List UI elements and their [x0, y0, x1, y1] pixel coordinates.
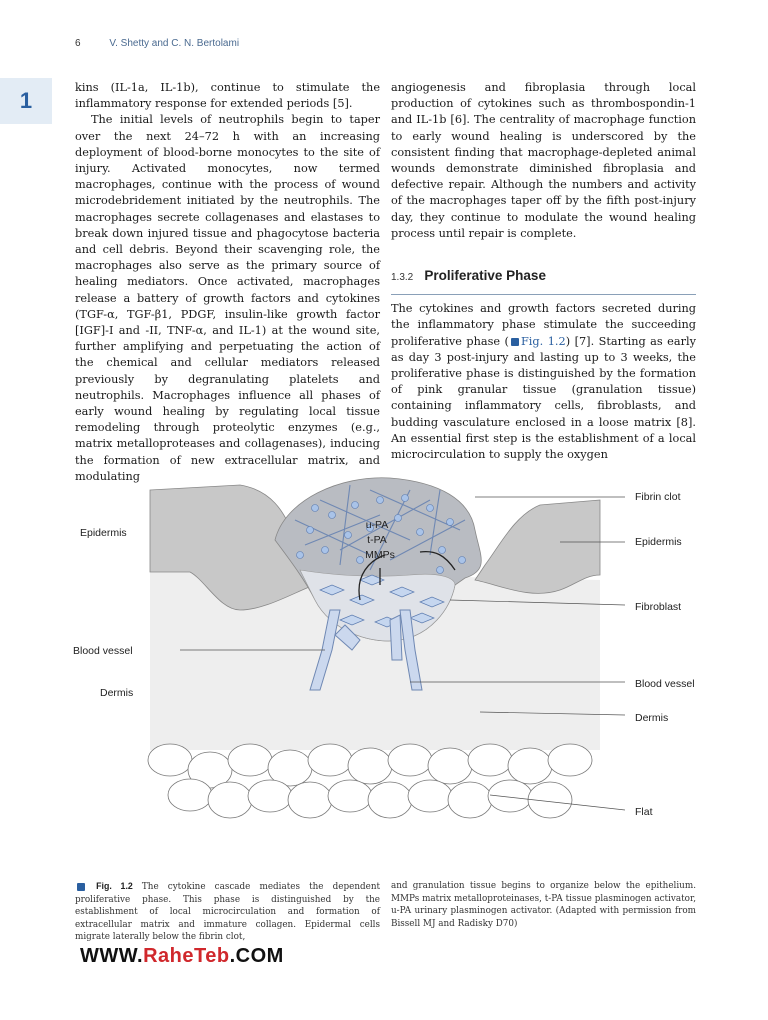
label-epidermis-right: Epidermis — [635, 536, 682, 548]
right-column — [391, 80, 696, 463]
section-number: 1.3.2 — [391, 272, 414, 284]
figure-link[interactable]: Fig. 1.2 — [520, 334, 566, 348]
watermark-name: RaheTeb — [143, 945, 230, 967]
caption-label: Fig. 1.2 — [96, 881, 133, 891]
chapter-number: 1 — [19, 88, 33, 113]
section-heading — [391, 268, 696, 295]
label-fat: Flat — [635, 806, 653, 818]
right-paragraph-2-end: ) [7]. Starting as early as day 3 post-injury and lasting up to 3 weeks, the proliferative phase is distinguished by the formation of pink granular tissue (granulation tissue) containing inflammatory cells, fibroblasts, and budding vasculature enclosed in a loose matrix [8]. An essential first step is the establishment of a local microcirculation to supply the oxygen — [391, 334, 696, 462]
label-tpa: t-PA — [367, 534, 387, 546]
fat-layer — [148, 744, 592, 818]
left-paragraph-1: kins (IL-1a, IL-1b), continue to stimulate the inflammatory response for extended periods [5]. — [75, 81, 380, 111]
right-paragraph-2-start: The cytokines and growth factors secreted during the inflammatory phase stimulate the succeeding proliferative phase ( — [391, 302, 696, 348]
running-header — [75, 38, 239, 49]
figure-link-icon — [511, 338, 519, 346]
caption-text-right: and granulation tissue begins to organize below the epithelium. MMPs matrix metalloproteinases, t-PA tissue plasminogen activator, u-PA urinary plasminogen activator. (Adapted with permission from Bissell MJ and Radisky D70) — [391, 881, 696, 929]
label-blood-vessel-right: Blood vessel — [635, 678, 695, 690]
page-number: 6 — [75, 38, 81, 49]
label-epidermis-left: Epidermis — [80, 527, 127, 539]
caption-icon — [77, 883, 85, 891]
left-paragraph-2: The initial levels of neutrophils begin to taper over the next 24–72 h with an increasing deployment of blood-borne monocytes to the site of injury. Activated monocytes, now termed macrophages, continue with the process of wound microdebridement initiated by the neutrophils. The macrophages secrete collagenases and elastases to break down injured tissue and phagocytose bacteria and cell debris. Beyond their scavenging role, the macrophages also serve as the primary source of healing mediators. Once activated, macrophages release a battery of growth factors and cytokines (TGF-α, TGF-β1, PDGF, insulin-like growth factor [IGF]-I and -II, TNF-α, and IL-1) at the wound site, further amplifying and perpetuating the action of the chemical and cellular mediators released previously by degranulating platelets and neutrophils. Macrophages influence all phases of early wound healing by regulating local tissue remodeling through proteolytic enzymes (e.g., matrix metalloproteases and collagenases), inducing the formation of new extracellular matrix, and modulating — [75, 113, 380, 483]
label-dermis-right: Dermis — [635, 712, 669, 724]
label-fibroblast: Fibroblast — [635, 601, 682, 613]
wound-healing-figure — [70, 460, 700, 860]
section-title: Proliferative Phase — [424, 268, 546, 284]
watermark — [80, 945, 284, 968]
caption-text-left: The cytokine cascade mediates the dependent proliferative phase. This phase is distinguished by the establishment of local microcirculation and formation of extracellular matrix and immature collagen. Epidermal cells migrate laterally below the fibrin clot, — [75, 882, 381, 942]
right-paragraph-1: angiogenesis and fibroplasia through local production of cytokines such as thrombospondin-1 and IL-1b [6]. The centrality of macrophage function to early wound healing is underscored by the consistent finding that macrophage-depleted animal wounds demonstrate diminished fibroplasia and defective repair. Although the numbers and activity of the macrophages taper off by the fifth post-injury day, they continue to modulate the wound healing process until repair is complete. — [391, 81, 696, 240]
label-dermis-left: Dermis — [100, 687, 134, 699]
label-upa: u-PA — [365, 519, 389, 531]
chapter-tab — [0, 78, 52, 124]
caption-left — [75, 880, 380, 944]
label-mmps: MMPs — [365, 549, 395, 561]
label-fibrin-clot: Fibrin clot — [635, 491, 681, 503]
watermark-tld: .COM — [229, 945, 284, 967]
caption-right — [391, 880, 696, 930]
authors: V. Shetty and C. N. Bertolami — [109, 38, 240, 49]
left-column — [75, 80, 380, 485]
right-paragraph-2 — [391, 301, 696, 463]
label-blood-vessel-left: Blood vessel — [73, 645, 133, 657]
watermark-www: WWW. — [80, 945, 144, 967]
